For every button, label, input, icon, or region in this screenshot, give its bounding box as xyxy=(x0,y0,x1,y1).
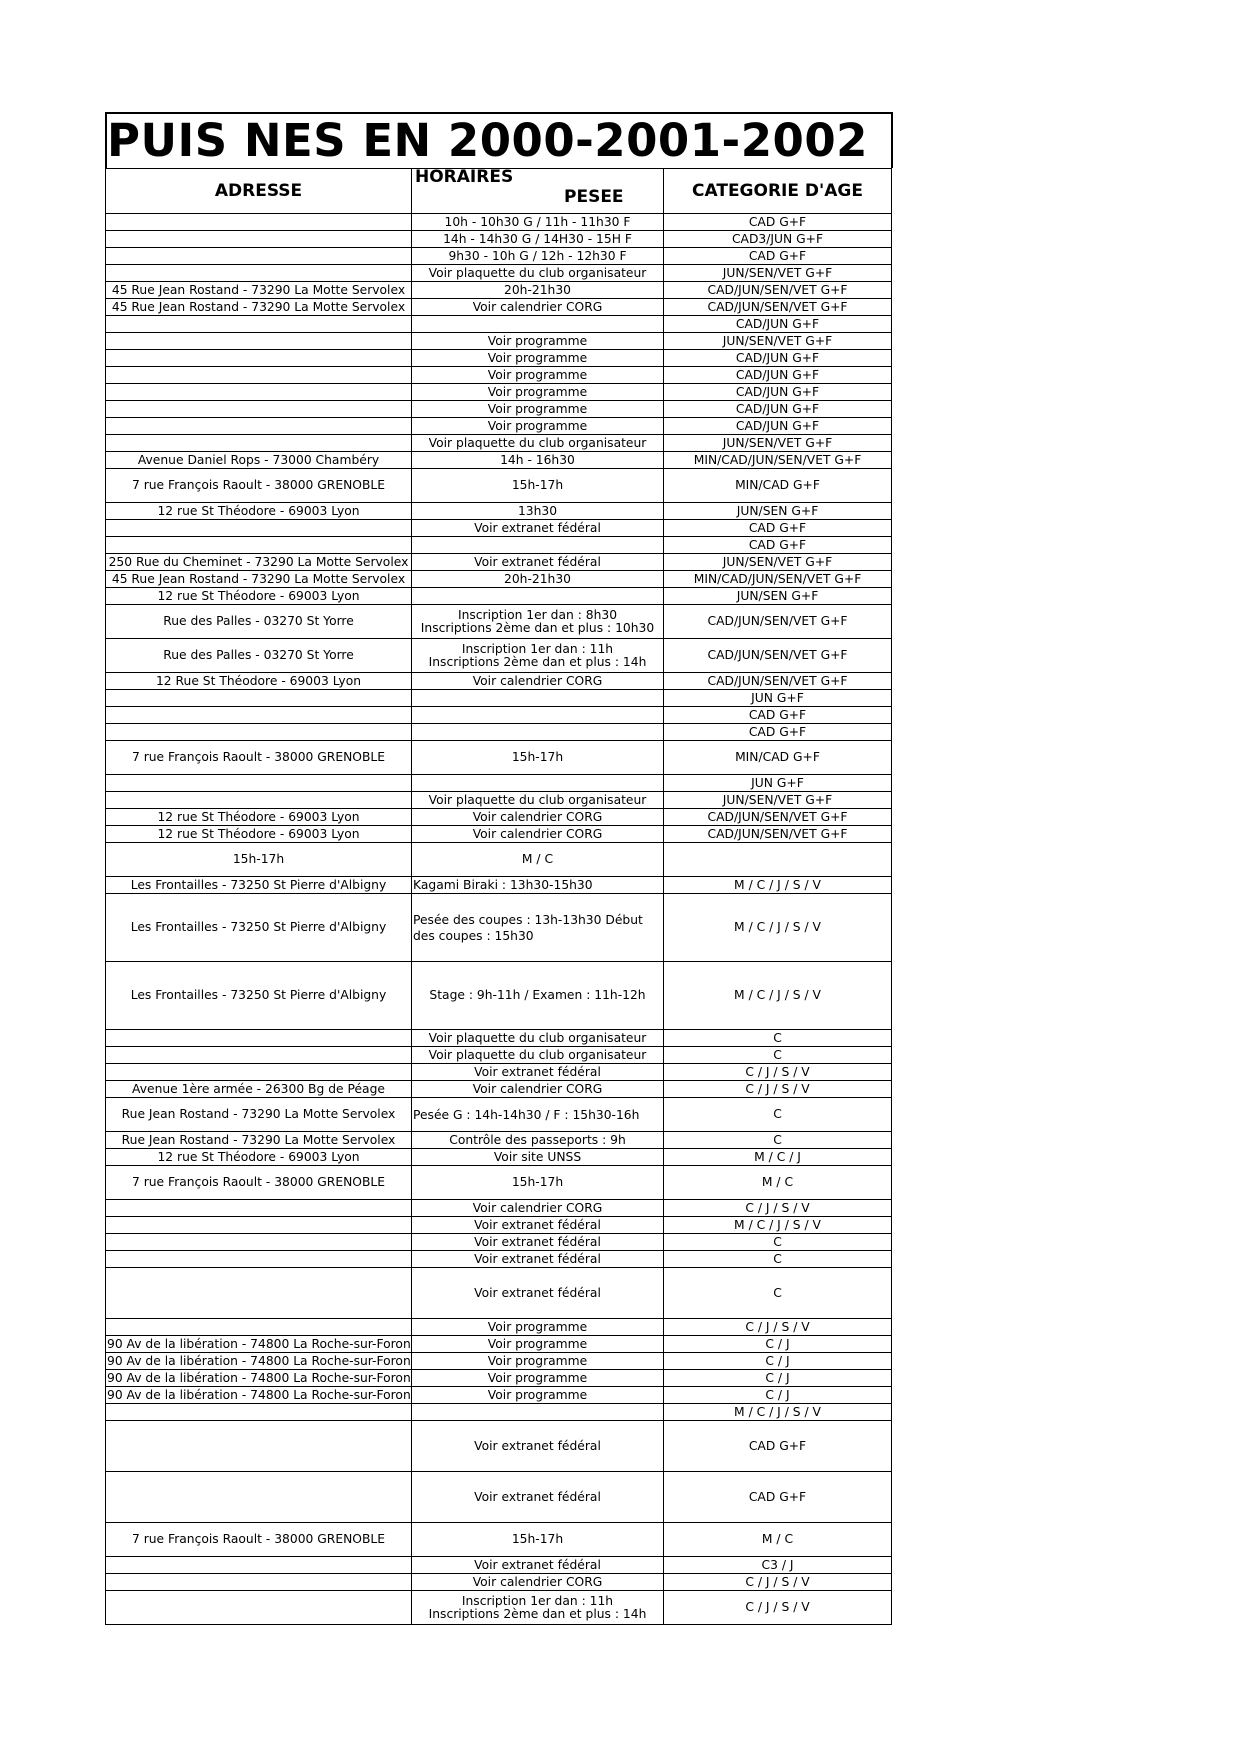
cell-horaires: 20h-21h30 xyxy=(412,571,664,588)
table-row xyxy=(106,452,892,469)
cell-adresse: 12 Rue St Théodore - 69003 Lyon xyxy=(106,673,412,690)
cell-categorie: C xyxy=(664,1047,892,1064)
table-row xyxy=(106,1319,892,1336)
cell-horaires: Voir extranet fédéral xyxy=(412,1421,664,1472)
cell-horaires: Voir extranet fédéral xyxy=(412,1472,664,1523)
cell-horaires: Voir calendrier CORG xyxy=(412,673,664,690)
cell-categorie: CAD G+F xyxy=(664,1472,892,1523)
cell-adresse: 45 Rue Jean Rostand - 73290 La Motte Servolex xyxy=(106,282,412,299)
cell-horaires: 15h-17h xyxy=(412,469,664,503)
cell-horaires: Voir programme xyxy=(412,1353,664,1370)
header-horaires: HORAIRES xyxy=(415,168,514,187)
cell-categorie: C xyxy=(664,1268,892,1319)
table-row xyxy=(106,1353,892,1370)
cell-categorie: JUN/SEN/VET G+F xyxy=(664,265,892,282)
cell-horaires: 15h-17h xyxy=(412,741,664,775)
cell-horaires: 20h-21h30 xyxy=(412,282,664,299)
cell-horaires: 13h30 xyxy=(412,503,664,520)
table-row xyxy=(106,1217,892,1234)
table-row xyxy=(106,554,892,571)
cell-categorie: C xyxy=(664,1098,892,1132)
cell-horaires: Voir programme xyxy=(412,1370,664,1387)
title-box xyxy=(105,112,893,168)
cell-horaires xyxy=(412,707,664,724)
table-row xyxy=(106,537,892,554)
page-title: PUIS NES EN 2000-2001-2002 xyxy=(107,114,868,167)
cell-categorie: M / C / J xyxy=(664,1149,892,1166)
cell-horaires: Kagami Biraki : 13h30-15h30 xyxy=(412,877,664,894)
cell-horaires: Voir programme xyxy=(412,333,664,350)
table-row xyxy=(106,503,892,520)
cell-adresse: Les Frontailles - 73250 St Pierre d'Albigny xyxy=(106,894,412,962)
cell-adresse xyxy=(106,350,412,367)
cell-horaires: Voir extranet fédéral xyxy=(412,520,664,537)
cell-adresse xyxy=(106,1064,412,1081)
cell-categorie: CAD/JUN/SEN/VET G+F xyxy=(664,605,892,639)
cell-adresse xyxy=(106,1200,412,1217)
table-row xyxy=(106,690,892,707)
table-row xyxy=(106,248,892,265)
cell-categorie: M / C / J / S / V xyxy=(664,894,892,962)
cell-horaires: Voir extranet fédéral xyxy=(412,1557,664,1574)
cell-adresse: 250 Rue du Cheminet - 73290 La Motte Servolex xyxy=(106,554,412,571)
cell-adresse xyxy=(106,1047,412,1064)
horaires-line-1: Inscription 1er dan : 8h30 xyxy=(457,607,618,622)
cell-horaires: Voir calendrier CORG xyxy=(412,1081,664,1098)
cell-adresse: 7 rue François Raoult - 38000 GRENOBLE xyxy=(106,741,412,775)
cell-categorie: CAD G+F xyxy=(664,214,892,231)
horaires-line-2: Inscriptions 2ème dan et plus : 14h xyxy=(428,654,647,669)
cell-categorie: MIN/CAD/JUN/SEN/VET G+F xyxy=(664,452,892,469)
header-horaires-pesee xyxy=(412,169,664,214)
cell-categorie: MIN/CAD/JUN/SEN/VET G+F xyxy=(664,571,892,588)
table-row xyxy=(106,1523,892,1557)
cell-categorie: C3 / J xyxy=(664,1557,892,1574)
cell-categorie: C / J / S / V xyxy=(664,1591,892,1625)
cell-categorie: JUN/SEN G+F xyxy=(664,503,892,520)
cell-adresse xyxy=(106,316,412,333)
cell-horaires xyxy=(412,690,664,707)
cell-categorie: M / C / J / S / V xyxy=(664,1404,892,1421)
cell-horaires: Voir extranet fédéral xyxy=(412,554,664,571)
cell-adresse xyxy=(106,1557,412,1574)
cell-horaires: Voir extranet fédéral xyxy=(412,1064,664,1081)
cell-categorie: C / J / S / V xyxy=(664,1064,892,1081)
table-row xyxy=(106,1574,892,1591)
cell-adresse: 7 rue François Raoult - 38000 GRENOBLE xyxy=(106,1166,412,1200)
cell-categorie: JUN/SEN G+F xyxy=(664,588,892,605)
header-adresse: ADRESSE xyxy=(106,169,412,214)
table-row xyxy=(106,469,892,503)
cell-adresse xyxy=(106,1421,412,1472)
cell-horaires: Voir programme xyxy=(412,418,664,435)
table-row xyxy=(106,1404,892,1421)
cell-categorie: M / C xyxy=(664,1523,892,1557)
cell-horaires: Voir calendrier CORG xyxy=(412,299,664,316)
cell-categorie: JUN/SEN/VET G+F xyxy=(664,792,892,809)
table-row xyxy=(106,1234,892,1251)
cell-horaires xyxy=(412,537,664,554)
cell-horaires: Voir extranet fédéral xyxy=(412,1217,664,1234)
cell-horaires: 14h - 14h30 G / 14H30 - 15H F xyxy=(412,231,664,248)
cell-adresse xyxy=(106,1234,412,1251)
cell-adresse: 90 Av de la libération - 74800 La Roche-sur-Foron xyxy=(107,1370,411,1385)
cell-categorie: JUN G+F xyxy=(664,690,892,707)
cell-categorie: CAD3/JUN G+F xyxy=(664,231,892,248)
table-row xyxy=(106,401,892,418)
cell-adresse xyxy=(106,1319,412,1336)
cell-horaires: 15h-17h xyxy=(412,1166,664,1200)
table-row xyxy=(106,231,892,248)
cell-categorie: CAD G+F xyxy=(664,248,892,265)
cell-categorie: C xyxy=(664,1234,892,1251)
table-row xyxy=(106,962,892,1030)
cell-adresse: 90 Av de la libération - 74800 La Roche-sur-Foron xyxy=(107,1387,411,1402)
table-row xyxy=(106,894,892,962)
cell-adresse xyxy=(106,231,412,248)
horaires-line-1: Inscription 1er dan : 11h xyxy=(461,1593,614,1608)
table-row xyxy=(106,1166,892,1200)
cell-categorie: M / C xyxy=(664,1166,892,1200)
table-row xyxy=(106,1387,892,1404)
cell-adresse: 12 rue St Théodore - 69003 Lyon xyxy=(106,826,412,843)
table-row xyxy=(106,299,892,316)
table-row xyxy=(106,316,892,333)
table-row xyxy=(106,418,892,435)
cell-horaires: Voir extranet fédéral xyxy=(412,1251,664,1268)
table-row xyxy=(106,1591,892,1625)
cell-categorie: JUN G+F xyxy=(664,775,892,792)
cell-horaires xyxy=(412,605,664,639)
cell-categorie: CAD G+F xyxy=(664,724,892,741)
cell-categorie: C / J / S / V xyxy=(664,1081,892,1098)
table-row xyxy=(106,877,892,894)
cell-adresse: Rue Jean Rostand - 73290 La Motte Servolex xyxy=(106,1132,412,1149)
table-row xyxy=(106,265,892,282)
cell-adresse: 90 Av de la libération - 74800 La Roche-sur-Foron xyxy=(107,1353,411,1368)
cell-categorie: CAD/JUN/SEN/VET G+F xyxy=(664,282,892,299)
table-row xyxy=(106,333,892,350)
cell-adresse xyxy=(106,537,412,554)
cell-horaires: Pesée G : 14h-14h30 / F : 15h30-16h xyxy=(412,1098,664,1132)
table-row xyxy=(106,1557,892,1574)
cell-adresse: 15h-17h xyxy=(106,843,412,877)
cell-horaires: Voir extranet fédéral xyxy=(412,1268,664,1319)
cell-adresse: Avenue Daniel Rops - 73000 Chambéry xyxy=(106,452,412,469)
cell-categorie: CAD/JUN G+F xyxy=(664,367,892,384)
table-row xyxy=(106,1081,892,1098)
table-row xyxy=(106,673,892,690)
cell-adresse xyxy=(106,520,412,537)
table-row xyxy=(106,775,892,792)
cell-adresse xyxy=(106,1574,412,1591)
cell-categorie: C / J xyxy=(664,1387,892,1404)
cell-categorie: C / J / S / V xyxy=(664,1319,892,1336)
cell-categorie: C / J xyxy=(664,1370,892,1387)
cell-adresse xyxy=(106,248,412,265)
cell-adresse: 12 rue St Théodore - 69003 Lyon xyxy=(106,588,412,605)
cell-horaires: Voir site UNSS xyxy=(412,1149,664,1166)
cell-categorie: M / C / J / S / V xyxy=(664,1217,892,1234)
cell-horaires xyxy=(412,639,664,673)
cell-categorie: C / J / S / V xyxy=(664,1200,892,1217)
cell-horaires: Voir extranet fédéral xyxy=(412,1234,664,1251)
table-row xyxy=(106,1421,892,1472)
cell-adresse xyxy=(106,435,412,452)
table-row xyxy=(106,639,892,673)
table-row xyxy=(106,588,892,605)
table-row xyxy=(106,1098,892,1132)
cell-horaires: Voir programme xyxy=(412,1319,664,1336)
cell-horaires xyxy=(412,775,664,792)
cell-categorie: CAD/JUN/SEN/VET G+F xyxy=(664,673,892,690)
cell-adresse: 12 rue St Théodore - 69003 Lyon xyxy=(106,809,412,826)
header-row xyxy=(106,169,892,214)
cell-horaires: Voir calendrier CORG xyxy=(412,826,664,843)
cell-adresse xyxy=(106,1030,412,1047)
cell-adresse: 12 rue St Théodore - 69003 Lyon xyxy=(106,1149,412,1166)
cell-categorie: CAD/JUN G+F xyxy=(664,384,892,401)
cell-categorie: C / J xyxy=(664,1353,892,1370)
cell-horaires: 14h - 16h30 xyxy=(412,452,664,469)
cell-adresse xyxy=(106,707,412,724)
cell-categorie: CAD/JUN G+F xyxy=(664,401,892,418)
cell-categorie: MIN/CAD G+F xyxy=(664,741,892,775)
cell-adresse: 12 rue St Théodore - 69003 Lyon xyxy=(106,503,412,520)
cell-adresse xyxy=(106,1591,412,1625)
cell-categorie: CAD/JUN/SEN/VET G+F xyxy=(664,809,892,826)
cell-adresse: Les Frontailles - 73250 St Pierre d'Albigny xyxy=(106,962,412,1030)
table-row xyxy=(106,571,892,588)
table-row xyxy=(106,843,892,877)
cell-categorie: CAD G+F xyxy=(664,520,892,537)
cell-categorie: CAD/JUN G+F xyxy=(664,316,892,333)
cell-horaires xyxy=(412,1591,664,1625)
table-row xyxy=(106,350,892,367)
cell-categorie: CAD/JUN/SEN/VET G+F xyxy=(664,299,892,316)
cell-adresse xyxy=(106,265,412,282)
cell-adresse xyxy=(106,724,412,741)
schedule-table xyxy=(105,168,892,1625)
cell-categorie: CAD G+F xyxy=(664,1421,892,1472)
cell-adresse: 45 Rue Jean Rostand - 73290 La Motte Servolex xyxy=(106,299,412,316)
cell-adresse xyxy=(106,401,412,418)
cell-horaires: 9h30 - 10h G / 12h - 12h30 F xyxy=(412,248,664,265)
cell-horaires: Voir plaquette du club organisateur xyxy=(412,792,664,809)
table-row xyxy=(106,1064,892,1081)
cell-adresse xyxy=(106,1217,412,1234)
cell-adresse xyxy=(106,367,412,384)
cell-categorie: M / C / J / S / V xyxy=(664,877,892,894)
cell-adresse xyxy=(106,775,412,792)
horaires-line-2: Inscriptions 2ème dan et plus : 14h xyxy=(428,1606,647,1621)
cell-categorie: CAD/JUN/SEN/VET G+F xyxy=(664,826,892,843)
cell-adresse: Rue des Palles - 03270 St Yorre xyxy=(106,605,412,639)
cell-horaires: Voir plaquette du club organisateur xyxy=(412,1047,664,1064)
cell-horaires: 15h-17h xyxy=(412,1523,664,1557)
table-row xyxy=(106,384,892,401)
cell-categorie: JUN/SEN/VET G+F xyxy=(664,554,892,571)
table-row xyxy=(106,1149,892,1166)
horaires-line-2: Inscriptions 2ème dan et plus : 10h30 xyxy=(420,620,655,635)
table-row xyxy=(106,1370,892,1387)
table-row xyxy=(106,367,892,384)
table-row xyxy=(106,1472,892,1523)
cell-adresse: Les Frontailles - 73250 St Pierre d'Albigny xyxy=(106,877,412,894)
cell-categorie: C xyxy=(664,1132,892,1149)
cell-horaires xyxy=(412,724,664,741)
table-row xyxy=(106,605,892,639)
cell-categorie: CAD G+F xyxy=(664,707,892,724)
table-row xyxy=(106,282,892,299)
table-row xyxy=(106,809,892,826)
table-row xyxy=(106,1030,892,1047)
cell-adresse: 7 rue François Raoult - 38000 GRENOBLE xyxy=(106,1523,412,1557)
cell-categorie: CAD/JUN/SEN/VET G+F xyxy=(664,639,892,673)
table-row xyxy=(106,1268,892,1319)
cell-horaires: Voir plaquette du club organisateur xyxy=(412,1030,664,1047)
cell-horaires: Voir programme xyxy=(412,350,664,367)
cell-horaires: Voir programme xyxy=(412,1336,664,1353)
cell-adresse: 7 rue François Raoult - 38000 GRENOBLE xyxy=(106,469,412,503)
cell-categorie: JUN/SEN/VET G+F xyxy=(664,435,892,452)
cell-horaires: Voir programme xyxy=(412,384,664,401)
table-row xyxy=(106,707,892,724)
table-row xyxy=(106,1047,892,1064)
cell-horaires: Pesée des coupes : 13h-13h30 Début des coupes : 15h30 xyxy=(412,894,664,962)
cell-categorie: CAD/JUN G+F xyxy=(664,418,892,435)
cell-categorie xyxy=(664,843,892,877)
cell-categorie: MIN/CAD G+F xyxy=(664,469,892,503)
table-row xyxy=(106,1200,892,1217)
cell-adresse xyxy=(106,1251,412,1268)
cell-adresse xyxy=(106,1472,412,1523)
cell-categorie: CAD G+F xyxy=(664,537,892,554)
cell-categorie: C xyxy=(664,1251,892,1268)
cell-adresse xyxy=(106,690,412,707)
cell-categorie: M / C / J / S / V xyxy=(664,962,892,1030)
cell-categorie: C xyxy=(664,1030,892,1047)
cell-horaires: Voir programme xyxy=(412,1387,664,1404)
table-row xyxy=(106,724,892,741)
cell-adresse: Rue des Palles - 03270 St Yorre xyxy=(106,639,412,673)
cell-horaires: Contrôle des passeports : 9h xyxy=(412,1132,664,1149)
cell-horaires xyxy=(412,1404,664,1421)
cell-categorie: CAD/JUN G+F xyxy=(664,350,892,367)
cell-horaires: Voir plaquette du club organisateur xyxy=(412,265,664,282)
cell-adresse: 90 Av de la libération - 74800 La Roche-sur-Foron xyxy=(107,1336,411,1351)
cell-adresse xyxy=(106,418,412,435)
cell-horaires: Voir calendrier CORG xyxy=(412,809,664,826)
cell-horaires: Voir plaquette du club organisateur xyxy=(412,435,664,452)
cell-horaires: Voir calendrier CORG xyxy=(412,1200,664,1217)
cell-horaires: Voir programme xyxy=(412,401,664,418)
cell-adresse: Rue Jean Rostand - 73290 La Motte Servolex xyxy=(106,1098,412,1132)
schedule-sheet xyxy=(105,112,891,1625)
cell-horaires: M / C xyxy=(412,843,664,877)
header-pesee: PESEE xyxy=(564,187,624,207)
table-row xyxy=(106,520,892,537)
cell-horaires xyxy=(412,588,664,605)
cell-horaires: Stage : 9h-11h / Examen : 11h-12h xyxy=(412,962,664,1030)
table-row xyxy=(106,1251,892,1268)
cell-categorie: C / J xyxy=(664,1336,892,1353)
horaires-line-1: Inscription 1er dan : 11h xyxy=(461,641,614,656)
cell-adresse: 45 Rue Jean Rostand - 73290 La Motte Servolex xyxy=(106,571,412,588)
header-categorie: CATEGORIE D'AGE xyxy=(664,169,892,214)
cell-adresse: Avenue 1ère armée - 26300 Bg de Péage xyxy=(106,1081,412,1098)
table-row xyxy=(106,1336,892,1353)
cell-horaires xyxy=(412,316,664,333)
cell-adresse xyxy=(106,1268,412,1319)
cell-adresse xyxy=(106,214,412,231)
table-row xyxy=(106,1132,892,1149)
cell-categorie: JUN/SEN/VET G+F xyxy=(664,333,892,350)
cell-adresse xyxy=(106,1404,412,1421)
cell-categorie: C / J / S / V xyxy=(664,1574,892,1591)
cell-horaires: Voir programme xyxy=(412,367,664,384)
cell-adresse xyxy=(106,333,412,350)
table-row xyxy=(106,741,892,775)
cell-adresse xyxy=(106,792,412,809)
cell-horaires: 10h - 10h30 G / 11h - 11h30 F xyxy=(412,214,664,231)
table-row xyxy=(106,435,892,452)
cell-adresse xyxy=(106,384,412,401)
table-row xyxy=(106,792,892,809)
cell-horaires: Voir calendrier CORG xyxy=(412,1574,664,1591)
table-row xyxy=(106,214,892,231)
table-row xyxy=(106,826,892,843)
